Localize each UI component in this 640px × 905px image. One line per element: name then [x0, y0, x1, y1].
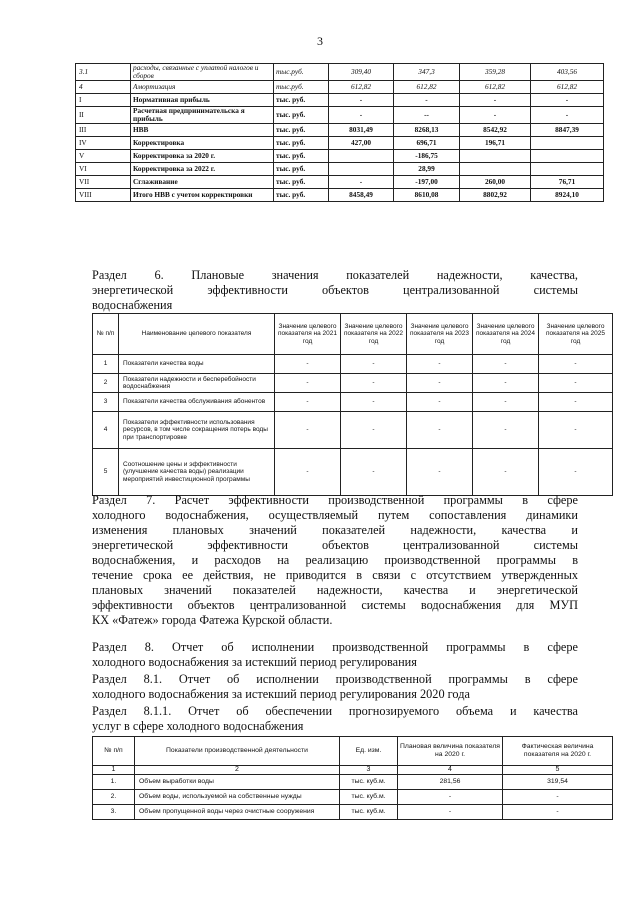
- row-number: II: [76, 107, 131, 124]
- section-6-line: энергетической эффективности объектов централизованной системы: [92, 283, 578, 297]
- section-7-line: водоснабжения, и расходов на реализацию производственной программы в: [92, 553, 578, 567]
- value-cell: [329, 150, 394, 163]
- value-cell: -: [460, 94, 531, 107]
- indicator-name: Объем выработки воды: [135, 775, 340, 790]
- column-index: 4: [398, 766, 503, 775]
- header-2021: Значение целевого показателя на 2021 год: [275, 314, 341, 355]
- section-8-1-1-line: Раздел 8.1.1. Отчет об обеспечении прогнозируемого объема и качества: [92, 704, 578, 718]
- row-number: III: [76, 124, 131, 137]
- header-2022: Значение целевого показателя на 2022 год: [341, 314, 407, 355]
- value-cell: 8610,08: [394, 189, 460, 202]
- header-num: № п/п: [93, 737, 135, 766]
- row-unit: тыс. руб.: [274, 137, 329, 150]
- indicator-name: Показатели качества обслуживания абонентов: [119, 393, 275, 412]
- section-8-1-line: Раздел 8.1. Отчет об исполнении производственной программы в сфере: [92, 672, 578, 686]
- table-row: [93, 775, 613, 790]
- value-cell: 8924,10: [531, 189, 604, 202]
- table-row: [76, 176, 604, 189]
- row-name: НВВ: [131, 124, 274, 137]
- page-number: 3: [317, 34, 323, 48]
- value-cell: 612,82: [460, 81, 531, 94]
- value-cell: -: [539, 449, 613, 496]
- row-number: 3.: [93, 805, 135, 820]
- section-8-1-heading: [92, 672, 578, 702]
- value-cell: [460, 150, 531, 163]
- value-cell: -: [329, 176, 394, 189]
- value-cell: -: [531, 94, 604, 107]
- row-unit: тыс. руб.: [274, 94, 329, 107]
- value-cell: 28,99: [394, 163, 460, 176]
- row-unit: тыс.руб.: [274, 64, 329, 81]
- row-name: Корректировка за 2022 г.: [131, 163, 274, 176]
- row-unit: тыс. руб.: [274, 107, 329, 124]
- table-header-row: [93, 314, 613, 355]
- section-6-line: водоснабжения: [92, 298, 173, 312]
- row-number: 2: [93, 374, 119, 393]
- section-6-line: Раздел 6. Плановые значения показателей надежности, качества,: [92, 268, 578, 282]
- indicator-name: Показатели качества воды: [119, 355, 275, 374]
- value-cell: 359,28: [460, 64, 531, 81]
- value-cell: -: [407, 355, 473, 374]
- row-number: 3: [93, 393, 119, 412]
- row-name: Расчетная предпринимательска я прибыль: [131, 107, 274, 124]
- value-cell: -: [473, 355, 539, 374]
- section-7-line: изменения плановых значений показателей надежности, качества и: [92, 523, 578, 537]
- row-name: Сглаживание: [131, 176, 274, 189]
- value-cell: 612,82: [394, 81, 460, 94]
- row-number: VIII: [76, 189, 131, 202]
- section-7-line: плановых значений показателей надежности, качества и энергетической: [92, 583, 578, 597]
- table-row: [76, 124, 604, 137]
- row-unit: тыс. руб.: [274, 189, 329, 202]
- row-number: 3.1: [76, 64, 131, 81]
- section-8-heading: [92, 640, 578, 670]
- fact-value: -: [503, 790, 613, 805]
- unit-cell: тыс. куб.м.: [340, 775, 398, 790]
- value-cell: -: [394, 94, 460, 107]
- table-row: [76, 81, 604, 94]
- row-number: 4: [93, 412, 119, 449]
- value-cell: -: [341, 449, 407, 496]
- value-cell: -: [407, 393, 473, 412]
- indicator-name: Соотношение цены и эффективности (улучшение качества воды) реализации мероприятий инвестиционной программы: [119, 449, 275, 496]
- value-cell: -: [275, 374, 341, 393]
- value-cell: --: [394, 107, 460, 124]
- value-cell: 8031,49: [329, 124, 394, 137]
- row-unit: тыс. руб.: [274, 176, 329, 189]
- production-report-table: [92, 736, 613, 820]
- value-cell: -: [341, 412, 407, 449]
- fact-value: -: [503, 805, 613, 820]
- row-number: 4: [76, 81, 131, 94]
- value-cell: -: [539, 393, 613, 412]
- header-indicator: Показатели производственной деятельности: [135, 737, 340, 766]
- value-cell: 612,82: [329, 81, 394, 94]
- value-cell: 260,00: [460, 176, 531, 189]
- header-fact: Фактическая величина показателя на 2020 г.: [503, 737, 613, 766]
- row-number: 1.: [93, 775, 135, 790]
- table-row: [93, 393, 613, 412]
- value-cell: 403,56: [531, 64, 604, 81]
- value-cell: -: [460, 107, 531, 124]
- value-cell: 612,82: [531, 81, 604, 94]
- table-row: [93, 374, 613, 393]
- value-cell: -: [539, 412, 613, 449]
- column-index: 3: [340, 766, 398, 775]
- section-7-line: Раздел 7. Расчет эффективности производственной программы в сфере: [92, 493, 578, 507]
- section-7-line: КХ «Фатеж» города Фатежа Курской области.: [92, 613, 333, 627]
- header-name: Наименование целевого показателя: [119, 314, 275, 355]
- value-cell: -: [407, 374, 473, 393]
- nvv-table: [75, 63, 604, 202]
- section-7-line: течение срока ее действия, не приводится в связи с отсутствием утвержденных: [92, 568, 578, 582]
- value-cell: -197,00: [394, 176, 460, 189]
- header-2023: Значение целевого показателя на 2023 год: [407, 314, 473, 355]
- plan-value: -: [398, 790, 503, 805]
- indicator-name: Показатели надежности и бесперебойности водоснабжения: [119, 374, 275, 393]
- plan-value: -: [398, 805, 503, 820]
- table-row: [76, 163, 604, 176]
- table-row: [76, 94, 604, 107]
- table-row: [93, 449, 613, 496]
- section-8-1-line: холодного водоснабжения за истекший период регулирования 2020 года: [92, 687, 470, 701]
- value-cell: -: [473, 374, 539, 393]
- section-7-line: энергетической эффективности объектов централизованной системы: [92, 538, 578, 552]
- header-2024: Значение целевого показателя на 2024 год: [473, 314, 539, 355]
- value-cell: -: [539, 355, 613, 374]
- table-row: [93, 790, 613, 805]
- value-cell: -: [531, 107, 604, 124]
- plan-value: 281,56: [398, 775, 503, 790]
- table-header-row: [93, 737, 613, 766]
- value-cell: -: [473, 412, 539, 449]
- value-cell: 427,00: [329, 137, 394, 150]
- value-cell: -: [341, 374, 407, 393]
- row-number: 2.: [93, 790, 135, 805]
- value-cell: -: [473, 449, 539, 496]
- value-cell: -: [407, 412, 473, 449]
- section-8-1-1-heading: [92, 704, 578, 734]
- value-cell: 76,71: [531, 176, 604, 189]
- row-name: Нормативная прибыль: [131, 94, 274, 107]
- column-index-row: [93, 766, 613, 775]
- row-number: I: [76, 94, 131, 107]
- section-8-line: холодного водоснабжения за истекший период регулирования: [92, 655, 417, 669]
- row-name: расходы, связанные с уплатой налогов и сборов: [131, 64, 274, 81]
- value-cell: -: [407, 449, 473, 496]
- target-indicators-table: [92, 313, 613, 496]
- row-unit: тыс. руб.: [274, 163, 329, 176]
- section-7-line: эффективности объектов централизованной системы водоснабжения для МУП: [92, 598, 578, 612]
- value-cell: -: [473, 393, 539, 412]
- value-cell: 309,40: [329, 64, 394, 81]
- value-cell: 8458,49: [329, 189, 394, 202]
- value-cell: -186,75: [394, 150, 460, 163]
- value-cell: 347,3: [394, 64, 460, 81]
- table-row: [93, 412, 613, 449]
- header-unit: Ед. изм.: [340, 737, 398, 766]
- value-cell: -: [341, 393, 407, 412]
- row-number: IV: [76, 137, 131, 150]
- table-row: [93, 355, 613, 374]
- row-unit: тыс. руб.: [274, 150, 329, 163]
- row-name: Корректировка: [131, 137, 274, 150]
- row-unit: тыс. руб.: [274, 124, 329, 137]
- value-cell: [531, 137, 604, 150]
- value-cell: -: [275, 393, 341, 412]
- indicator-name: Объем пропущенной воды через очистные сооружения: [135, 805, 340, 820]
- row-number: VI: [76, 163, 131, 176]
- value-cell: -: [539, 374, 613, 393]
- value-cell: -: [329, 107, 394, 124]
- value-cell: 8802,92: [460, 189, 531, 202]
- table-row: [76, 189, 604, 202]
- value-cell: [329, 163, 394, 176]
- section-6-heading: [92, 268, 578, 313]
- row-number: VII: [76, 176, 131, 189]
- header-num: № п/п: [93, 314, 119, 355]
- row-number: 5: [93, 449, 119, 496]
- value-cell: -: [275, 355, 341, 374]
- unit-cell: тыс. куб.м.: [340, 790, 398, 805]
- row-name: Итого НВВ с учетом корректировки: [131, 189, 274, 202]
- value-cell: 8268,13: [394, 124, 460, 137]
- value-cell: -: [341, 355, 407, 374]
- column-index: 2: [135, 766, 340, 775]
- indicator-name: Объем воды, используемой на собственные нужды: [135, 790, 340, 805]
- header-plan: Плановая величина показателя на 2020 г.: [398, 737, 503, 766]
- value-cell: -: [275, 412, 341, 449]
- section-7-paragraph: [92, 493, 578, 628]
- table-row: [76, 64, 604, 81]
- row-number: 1: [93, 355, 119, 374]
- table-row: [76, 137, 604, 150]
- value-cell: -: [275, 449, 341, 496]
- header-2025: Значение целевого показателя на 2025 год: [539, 314, 613, 355]
- value-cell: 196,71: [460, 137, 531, 150]
- table-row: [93, 805, 613, 820]
- value-cell: [531, 163, 604, 176]
- fact-value: 319,54: [503, 775, 613, 790]
- row-unit: тыс.руб.: [274, 81, 329, 94]
- value-cell: [460, 163, 531, 176]
- unit-cell: тыс. куб.м.: [340, 805, 398, 820]
- indicator-name: Показатели эффективности использования ресурсов, в том числе сокращения потерь воды при транспортировке: [119, 412, 275, 449]
- row-name: Амортизация: [131, 81, 274, 94]
- section-8-1-1-line: услуг в сфере холодного водоснабжения: [92, 719, 304, 733]
- column-index: 1: [93, 766, 135, 775]
- value-cell: -: [329, 94, 394, 107]
- table-row: [76, 150, 604, 163]
- row-number: V: [76, 150, 131, 163]
- value-cell: [531, 150, 604, 163]
- section-8-line: Раздел 8. Отчет об исполнении производственной программы в сфере: [92, 640, 578, 654]
- column-index: 5: [503, 766, 613, 775]
- section-7-line: холодного водоснабжения, осуществляемый путем сопоставления динамики: [92, 508, 578, 522]
- value-cell: 8847,39: [531, 124, 604, 137]
- row-name: Корректировка за 2020 г.: [131, 150, 274, 163]
- table-row: [76, 107, 604, 124]
- value-cell: 8542,92: [460, 124, 531, 137]
- value-cell: 696,71: [394, 137, 460, 150]
